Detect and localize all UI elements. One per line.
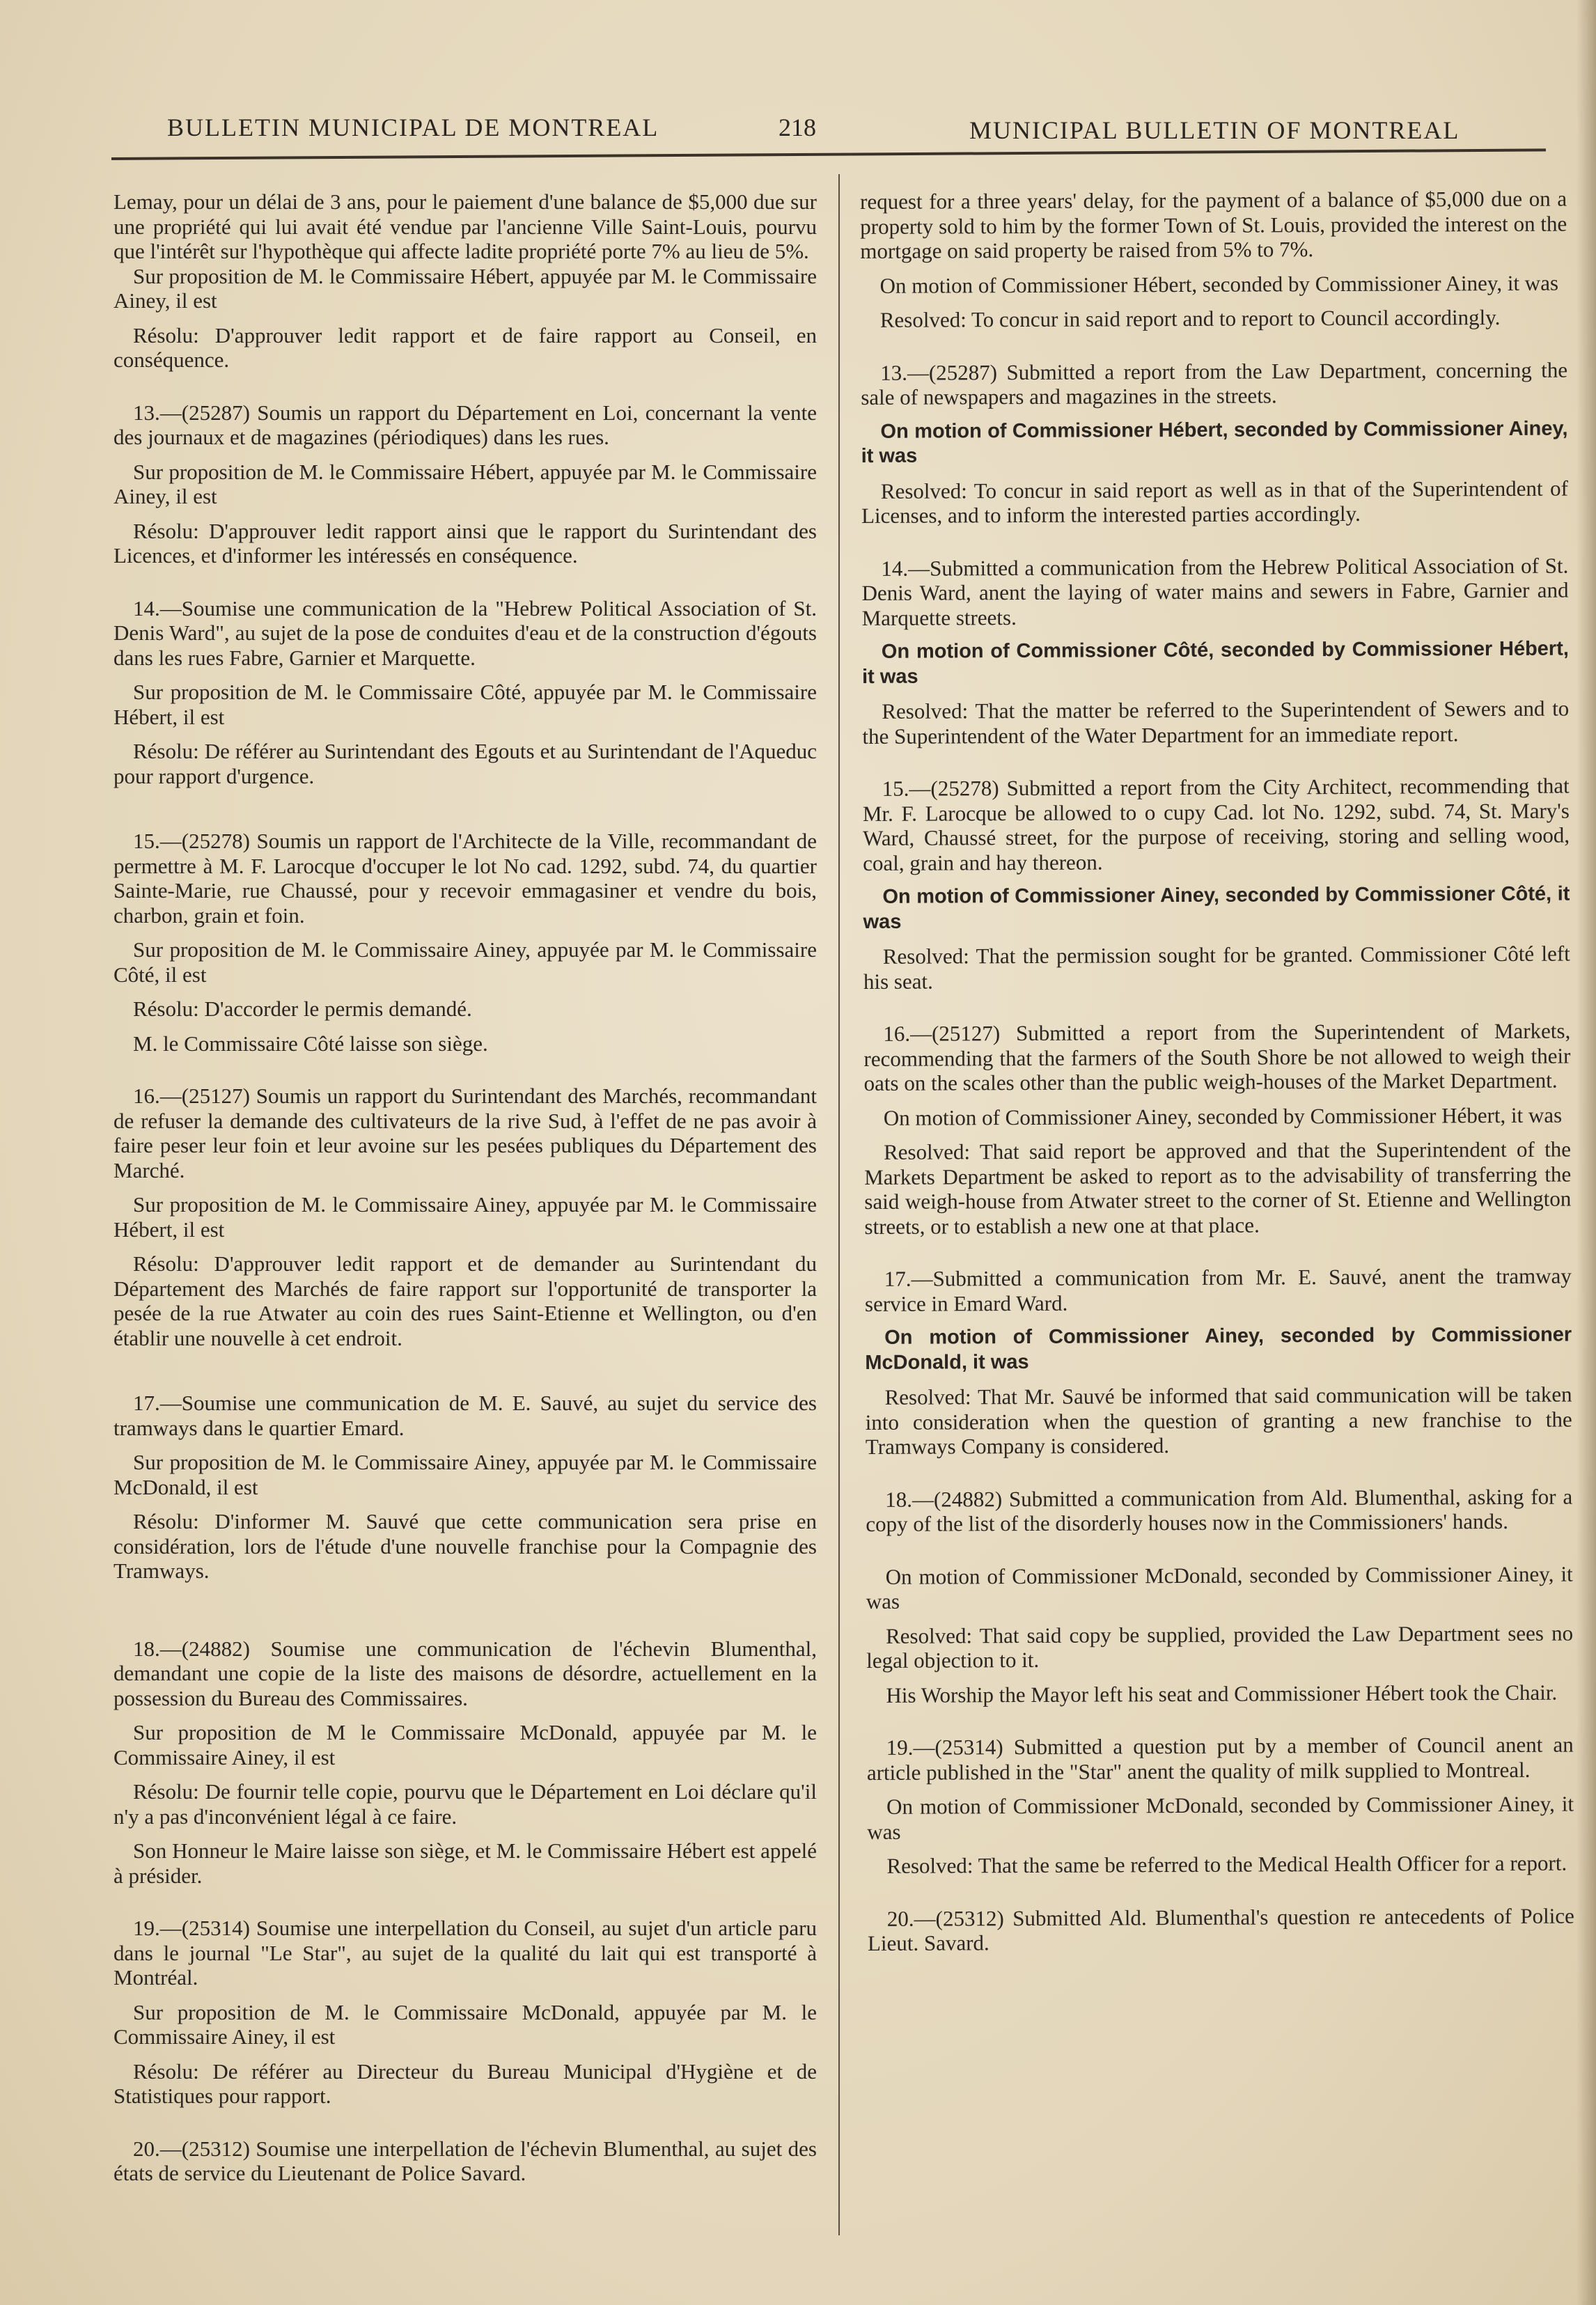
page-number: 218 (779, 114, 816, 141)
paragraph: Son Honneur le Maire laisse son siège, et M. le Commissaire Hébert est appelé à présider. (114, 1838, 817, 1888)
paragraph: 14.—Submitted a communication from the Hebrew Political Association of St. Denis Ward, anent the laying of water mains and sewers in Fabre, Garnier and Marquette streets. (861, 553, 1569, 630)
paragraph: Sur proposition de M. le Commissaire Ainey, appuyée par M. le Commissaire Côté, il est (114, 937, 817, 987)
paragraph: 17.—Soumise une communication de M. E. Sauvé, au sujet du service des tramways dans le quartier Emard. (114, 1391, 817, 1440)
column-divider (838, 174, 840, 2235)
page-header (0, 104, 1596, 146)
paragraph: Résolu: D'approuver ledit rapport et de demander au Surintendant du Département des Marchés de faire rapport sur l'opportunité de transporter la pesée de la rue Atwater au coin des rues Saint-Etienne et Wellington, ou d'en établir une nouvelle à cet endroit. (114, 1251, 817, 1350)
paragraph: request for a three years' delay, for the payment of a balance of $5,000 due on a property sold to him by the former Town of St. Louis, provided the interest on the mortgage on said property be raised from 5% to 7%. (860, 186, 1567, 263)
paragraph: 13.—(25287) Submitted a report from the Law Department, concerning the sale of newspapers and magazines in the streets. (861, 357, 1568, 409)
paragraph: Résolu: D'approuver ledit rapport ainsi que le rapport du Surintendant des Licences, et d'informer les intéressés en conséquence. (114, 518, 817, 568)
paragraph: On motion of Commissioner McDonald, seconded by Commissioner Ainey, it was (866, 1561, 1573, 1614)
paragraph: 19.—(25314) Soumise une interpellation du Conseil, au sujet d'un article paru dans le journal "Le Star", au sujet de la qualité du lait qui est transporté à Montréal. (114, 1916, 817, 1990)
paragraph: 20.—(25312) Soumise une interpellation de l'échevin Blumenthal, au sujet des états de service du Lieutenant de Police Savard. (114, 2136, 817, 2185)
paragraph: Resolved: That the same be referred to the Medical Health Officer for a report. (886, 1850, 1567, 1878)
paragraph: On motion of Commissioner Hébert, seconded by Commissioner Ainey, it was (879, 270, 1559, 298)
paragraph: 18.—(24882) Soumise une communication de l'échevin Blumenthal, demandant une copie de la liste des maisons de désordre, actuellement en la possession du Bureau des Commissaires. (114, 1636, 817, 1710)
paragraph: Resolved: To concur in said report and to report to Council accordingly. (879, 304, 1501, 332)
paragraph: On motion of Commissioner Côté, seconded by Commissioner Hébert, it was (861, 637, 1569, 688)
header-french-title: BULLETIN MUNICIPAL DE MONTREAL (167, 114, 659, 141)
page-edge-shadow (1577, 0, 1596, 2305)
paragraph: Resolved: That the matter be referred to the Superintendent of Sewers and to the Superintendent of the Water Department for an immediate report. (862, 696, 1570, 749)
paragraph: Sur proposition de M. le Commissaire Ainey, appuyée par M. le Commissaire McDonald, il est (114, 1450, 817, 1499)
english-column (860, 187, 1574, 1956)
paragraph: 20.—(25312) Submitted Ald. Blumenthal's question re antecedents of Police Lieut. Savard. (867, 1903, 1574, 1955)
paragraph: On motion of Commissioner Hébert, seconded by Commissioner Ainey, it was (861, 417, 1568, 467)
paragraph: Sur proposition de M. le Commissaire Ainey, appuyée par M. le Commissaire Hébert, il est (114, 1192, 817, 1242)
paragraph: Lemay, pour un délai de 3 ans, pour le paiement d'une balance de $5,000 due sur une propriété qui lui avait été vendue par l'ancienne Ville Saint-Louis, pourvu que l'intérêt sur l'hypothèque qui affecte ladite propriété porte 7% au lieu de 5%. (114, 189, 817, 263)
paragraph: 14.—Soumise une communication de la "Hebrew Political Association of St. Denis Ward", au sujet de la pose de conduites d'eau et de la construction d'égouts dans les rues Fabre, Garnier et Marquette. (114, 595, 817, 670)
paragraph: Sur proposition de M. le Commissaire Côté, appuyée par M. le Commissaire Hébert, il est (114, 680, 817, 729)
paragraph: 13.—(25287) Soumis un rapport du Département en Loi, concernant la vente des journaux et de magazines (périodiques) dans les rues. (114, 400, 817, 449)
paragraph: Resolved: That the permission sought for be granted. Commissioner Côté left his seat. (863, 941, 1570, 994)
paragraph: Sur proposition de M. le Commissaire Hébert, appuyée par M. le Commissaire Ainey, il est (114, 263, 817, 313)
paragraph: 16.—(25127) Submitted a report from the Superintendent of Markets, recommending that the farmers of the South Shore be not allowed to weigh their oats on the scales other than the public weigh-houses of the Market Department. (863, 1018, 1571, 1095)
paragraph: 16.—(25127) Soumis un rapport du Surintendant des Marchés, recommandant de refuser la demande des cultivateurs de la rive Sud, à l'effet de ne pas avoir à faire peser leur foin et leur avoine sur les pesées publiques du Département des Marché. (114, 1084, 817, 1182)
paragraph: 15.—(25278) Submitted a report from the City Architect, recommending that Mr. F. Larocque be allowed to o cupy Cad. lot No. 1292, subd. 74, St. Mary's Ward, Chaussé street, for the purpose of receiving, storing and selling wood, coal, grain and hay thereon. (862, 773, 1570, 875)
paragraph: Résolu: D'informer M. Sauvé que cette communication sera prise en considération, lors de l'étude d'une nouvelle franchise pour la Compagnie des Tramways. (114, 1509, 817, 1583)
paragraph: Résolu: D'approuver ledit rapport et de faire rapport au Conseil, en conséquence. (114, 322, 817, 372)
paragraph: 17.—Submitted a communication from Mr. E. Sauvé, anent the tramway service in Emard Ward. (864, 1263, 1572, 1316)
paragraph: Resolved: That said copy be supplied, provided the Law Department sees no legal objection to it. (866, 1620, 1574, 1673)
paragraph: On motion of Commissioner Ainey, seconded by Commissioner Côté, it was (863, 882, 1570, 933)
paragraph: 19.—(25314) Submitted a question put by a member of Council anent an article published in the "Star" anent the quality of milk supplied to Montreal. (866, 1732, 1574, 1785)
paragraph: His Worship the Mayor left his seat and Commissioner Hébert took the Chair. (886, 1680, 1558, 1708)
paragraph: Resolved: That Mr. Sauvé be informed that said communication will be taken into consideration when the question of granting a new franchise to the Tramways Company is considered. (865, 1382, 1572, 1459)
paragraph: Resolved: That said report be approved and that the Superintendent of the Markets Department be asked to report as to the advisability of transferring the said weigh-house from Atwater street to the corner of St. Etienne and Wellington streets, or to establish a new one at that place. (864, 1136, 1572, 1239)
paragraph: Résolu: De référer au Directeur du Bureau Municipal d'Hygiène et de Statistiques pour rapport. (114, 2058, 817, 2108)
paragraph: 18.—(24882) Submitted a communication from Ald. Blumenthal, asking for a copy of the list of the disorderly houses now in the Commissioners' hands. (866, 1484, 1573, 1536)
paragraph: On motion of Commissioner Ainey, seconded by Commissioner Hébert, it was (883, 1102, 1563, 1130)
paragraph: Résolu: D'accorder le permis demandé. (133, 997, 472, 1021)
paragraph: On motion of Commissioner Ainey, seconded by Commissioner McDonald, it was (865, 1323, 1572, 1374)
paragraph: Resolved: To concur in said report as well as in that of the Superintendent of Licenses, and to inform the interested parties accordingly. (861, 476, 1568, 528)
paragraph: M. le Commissaire Côté laisse son siège. (133, 1031, 488, 1056)
paragraph: Sur proposition de M le Commissaire McDonald, appuyée par M. le Commissaire Ainey, il est (114, 1720, 817, 1769)
paragraph: Résolu: De référer au Surintendant des Egouts et au Surintendant de l'Aqueduc pour rapport d'urgence. (114, 739, 817, 788)
paragraph: Sur proposition de M. le Commissaire Hébert, appuyée par M. le Commissaire Ainey, il est (114, 459, 817, 508)
paragraph: On motion of Commissioner McDonald, seconded by Commissioner Ainey, it was (867, 1791, 1574, 1844)
header-english-title: MUNICIPAL BULLETIN OF MONTREAL (969, 116, 1460, 144)
header-rule (111, 148, 1546, 160)
paragraph: 15.—(25278) Soumis un rapport de l'Architecte de la Ville, recommandant de permettre à M. F. Larocque d'occuper le lot No cad. 1292, subd. 74, du quartier Sainte-Marie, rue Chaussé, pour y recevoir emmagasiner et vendre du bois, charbon, grain et foin. (114, 829, 817, 928)
paragraph: Résolu: De fournir telle copie, pourvu que le Département en Loi déclare qu'il n'y a pas d'inconvénient légal à ce faire. (114, 1779, 817, 1829)
paragraph: Sur proposition de M. le Commissaire McDonald, appuyée par M. le Commissaire Ainey, il est (114, 1999, 817, 2049)
french-column (114, 189, 817, 2186)
